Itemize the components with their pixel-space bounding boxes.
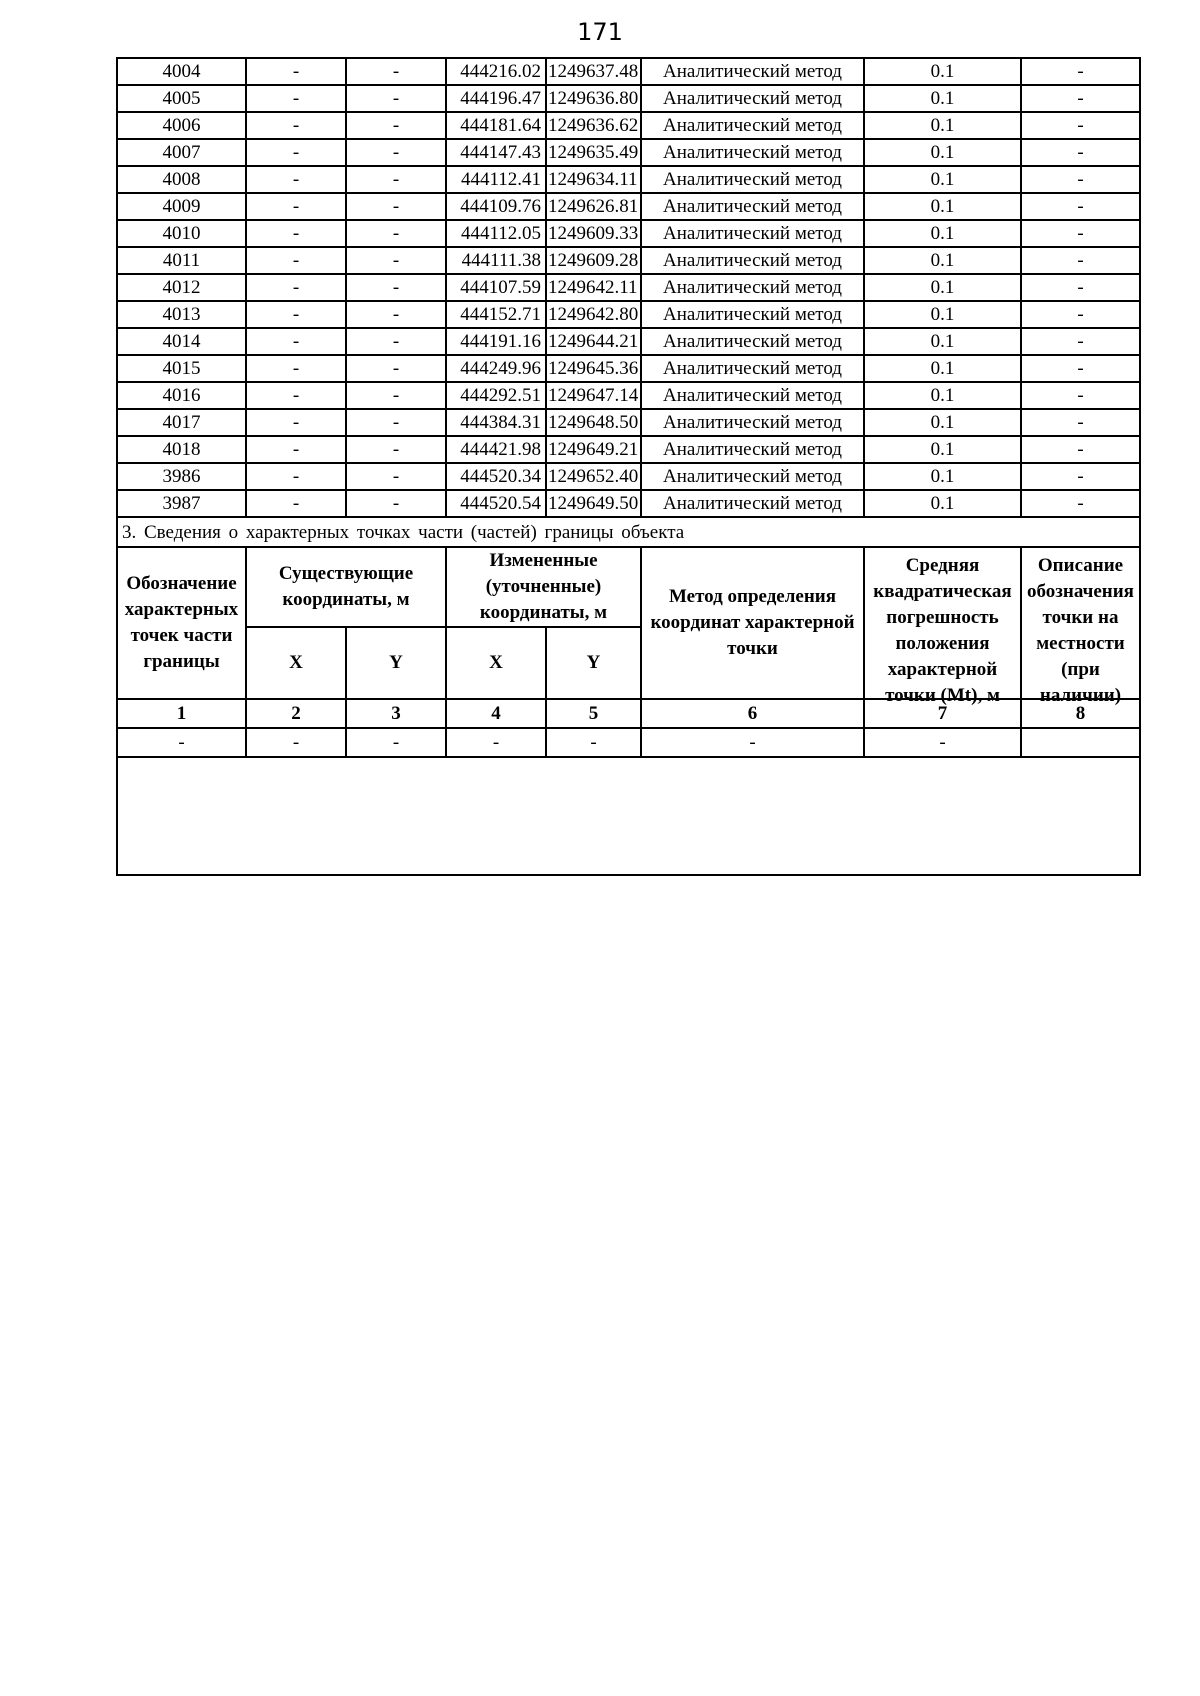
existing-y-cell: - <box>346 85 446 112</box>
empty-cell: - <box>246 728 346 757</box>
changed-y-cell: 1249647.14 <box>546 382 641 409</box>
description-cell: - <box>1021 409 1140 436</box>
column-number: 5 <box>546 699 641 728</box>
description-cell: - <box>1021 112 1140 139</box>
header-mt <box>864 547 1021 706</box>
boundary-points-table <box>116 57 1141 876</box>
mt-cell: 0.1 <box>864 193 1021 220</box>
mt-cell: 0.1 <box>864 139 1021 166</box>
point-cell: 4004 <box>117 58 246 85</box>
existing-y-cell: - <box>346 490 446 517</box>
existing-y-cell: - <box>346 382 446 409</box>
point-cell: 3987 <box>117 490 246 517</box>
column-number: 4 <box>446 699 546 728</box>
table-row <box>117 85 1140 112</box>
existing-y-cell: - <box>346 409 446 436</box>
method-cell: Аналитический метод <box>641 328 864 355</box>
changed-y-cell: 1249649.50 <box>546 490 641 517</box>
changed-x-cell: 444111.38 <box>446 247 546 274</box>
page-number: 171 <box>577 18 623 46</box>
header-method: Метод определения координат характерной точки <box>641 547 864 699</box>
changed-y-cell: 1249649.21 <box>546 436 641 463</box>
description-cell: - <box>1021 166 1140 193</box>
existing-y-cell: - <box>346 193 446 220</box>
empty-cell: - <box>641 728 864 757</box>
existing-x-cell: - <box>246 220 346 247</box>
mt-cell: 0.1 <box>864 274 1021 301</box>
point-cell: 4006 <box>117 112 246 139</box>
point-cell: 4013 <box>117 301 246 328</box>
existing-x-cell: - <box>246 193 346 220</box>
method-cell: Аналитический метод <box>641 355 864 382</box>
empty-cell: - <box>864 728 1021 757</box>
existing-x-cell: - <box>246 382 346 409</box>
header-existing-x: X <box>246 627 346 699</box>
table-row <box>117 193 1140 220</box>
section-3 <box>117 517 1140 875</box>
data-rows <box>117 58 1140 517</box>
existing-y-cell: - <box>346 463 446 490</box>
point-cell: 4007 <box>117 139 246 166</box>
header-changed-coords: Измененные (уточненные) координаты, м <box>446 547 641 627</box>
existing-y-cell: - <box>346 328 446 355</box>
existing-x-cell: - <box>246 247 346 274</box>
changed-x-cell: 444147.43 <box>446 139 546 166</box>
description-cell: - <box>1021 490 1140 517</box>
existing-x-cell: - <box>246 301 346 328</box>
existing-x-cell: - <box>246 112 346 139</box>
existing-x-cell: - <box>246 139 346 166</box>
changed-y-cell: 1249644.21 <box>546 328 641 355</box>
changed-y-cell: 1249637.48 <box>546 58 641 85</box>
existing-y-cell: - <box>346 301 446 328</box>
changed-x-cell: 444191.16 <box>446 328 546 355</box>
existing-y-cell: - <box>346 166 446 193</box>
mt-cell: 0.1 <box>864 85 1021 112</box>
description-cell: - <box>1021 328 1140 355</box>
description-cell: - <box>1021 85 1140 112</box>
column-number: 7 <box>864 699 1021 728</box>
mt-cell: 0.1 <box>864 58 1021 85</box>
table-row <box>117 112 1140 139</box>
existing-x-cell: - <box>246 274 346 301</box>
existing-y-cell: - <box>346 355 446 382</box>
table-row <box>117 490 1140 517</box>
empty-cell: - <box>117 728 246 757</box>
changed-y-cell: 1249626.81 <box>546 193 641 220</box>
existing-x-cell: - <box>246 58 346 85</box>
existing-y-cell: - <box>346 247 446 274</box>
existing-x-cell: - <box>246 409 346 436</box>
changed-x-cell: 444196.47 <box>446 85 546 112</box>
point-cell: 4009 <box>117 193 246 220</box>
footer-blank-box <box>117 757 1140 875</box>
table-row <box>117 409 1140 436</box>
existing-x-cell: - <box>246 463 346 490</box>
changed-y-cell: 1249642.80 <box>546 301 641 328</box>
table-row <box>117 382 1140 409</box>
method-cell: Аналитический метод <box>641 436 864 463</box>
description-cell: - <box>1021 382 1140 409</box>
empty-cell: - <box>346 728 446 757</box>
existing-y-cell: - <box>346 58 446 85</box>
table-row <box>117 436 1140 463</box>
description-cell: - <box>1021 220 1140 247</box>
mt-cell: 0.1 <box>864 355 1021 382</box>
mt-cell: 0.1 <box>864 490 1021 517</box>
changed-y-cell: 1249642.11 <box>546 274 641 301</box>
header-description-text: Описание обозначения точки на местности (при наличии) <box>1027 555 1134 706</box>
mt-cell: 0.1 <box>864 247 1021 274</box>
mt-cell: 0.1 <box>864 436 1021 463</box>
description-cell: - <box>1021 193 1140 220</box>
table-row <box>117 139 1140 166</box>
changed-y-cell: 1249635.49 <box>546 139 641 166</box>
existing-x-cell: - <box>246 328 346 355</box>
existing-x-cell: - <box>246 490 346 517</box>
changed-x-cell: 444520.54 <box>446 490 546 517</box>
mt-cell: 0.1 <box>864 382 1021 409</box>
method-cell: Аналитический метод <box>641 58 864 85</box>
mt-cell: 0.1 <box>864 220 1021 247</box>
description-cell: - <box>1021 247 1140 274</box>
point-cell: 4018 <box>117 436 246 463</box>
table-row <box>117 247 1140 274</box>
method-cell: Аналитический метод <box>641 490 864 517</box>
changed-x-cell: 444292.51 <box>446 382 546 409</box>
method-cell: Аналитический метод <box>641 85 864 112</box>
method-cell: Аналитический метод <box>641 463 864 490</box>
table-row <box>117 58 1140 85</box>
method-cell: Аналитический метод <box>641 382 864 409</box>
header-description <box>1021 547 1140 706</box>
existing-x-cell: - <box>246 166 346 193</box>
existing-y-cell: - <box>346 274 446 301</box>
method-cell: Аналитический метод <box>641 274 864 301</box>
method-cell: Аналитический метод <box>641 409 864 436</box>
existing-x-cell: - <box>246 436 346 463</box>
method-cell: Аналитический метод <box>641 220 864 247</box>
mt-cell: 0.1 <box>864 328 1021 355</box>
point-cell: 4011 <box>117 247 246 274</box>
existing-y-cell: - <box>346 436 446 463</box>
point-cell: 4005 <box>117 85 246 112</box>
changed-y-cell: 1249609.28 <box>546 247 641 274</box>
point-cell: 4008 <box>117 166 246 193</box>
point-cell: 4016 <box>117 382 246 409</box>
description-cell: - <box>1021 301 1140 328</box>
existing-y-cell: - <box>346 112 446 139</box>
table-row <box>117 355 1140 382</box>
existing-y-cell: - <box>346 139 446 166</box>
header-mt-text: Средняя квадратическая погрешность положения характерной точки (Mt), м <box>873 555 1012 706</box>
changed-x-cell: 444384.31 <box>446 409 546 436</box>
empty-cell <box>1021 728 1140 757</box>
description-cell: - <box>1021 58 1140 85</box>
changed-x-cell: 444109.76 <box>446 193 546 220</box>
changed-x-cell: 444112.05 <box>446 220 546 247</box>
changed-x-cell: 444520.34 <box>446 463 546 490</box>
table-row <box>117 220 1140 247</box>
changed-y-cell: 1249634.11 <box>546 166 641 193</box>
header-existing-y: Y <box>346 627 446 699</box>
empty-data-row <box>117 728 1140 757</box>
method-cell: Аналитический метод <box>641 139 864 166</box>
header-existing-coords: Существующие координаты, м <box>246 547 446 627</box>
column-number: 2 <box>246 699 346 728</box>
existing-y-cell: - <box>346 220 446 247</box>
changed-x-cell: 444107.59 <box>446 274 546 301</box>
table-row <box>117 166 1140 193</box>
mt-cell: 0.1 <box>864 409 1021 436</box>
mt-cell: 0.1 <box>864 463 1021 490</box>
changed-x-cell: 444152.71 <box>446 301 546 328</box>
method-cell: Аналитический метод <box>641 166 864 193</box>
table-row <box>117 328 1140 355</box>
changed-x-cell: 444421.98 <box>446 436 546 463</box>
point-cell: 4010 <box>117 220 246 247</box>
description-cell: - <box>1021 463 1140 490</box>
point-cell: 4014 <box>117 328 246 355</box>
column-number: 8 <box>1021 699 1140 728</box>
description-cell: - <box>1021 139 1140 166</box>
changed-y-cell: 1249636.80 <box>546 85 641 112</box>
table-row <box>117 301 1140 328</box>
header-changed-y: Y <box>546 627 641 699</box>
changed-x-cell: 444216.02 <box>446 58 546 85</box>
column-number: 1 <box>117 699 246 728</box>
changed-y-cell: 1249636.62 <box>546 112 641 139</box>
point-cell: 4015 <box>117 355 246 382</box>
existing-x-cell: - <box>246 85 346 112</box>
empty-cell: - <box>546 728 641 757</box>
description-cell: - <box>1021 355 1140 382</box>
method-cell: Аналитический метод <box>641 301 864 328</box>
method-cell: Аналитический метод <box>641 247 864 274</box>
empty-cell: - <box>446 728 546 757</box>
changed-x-cell: 444249.96 <box>446 355 546 382</box>
column-number: 3 <box>346 699 446 728</box>
description-cell: - <box>1021 274 1140 301</box>
changed-y-cell: 1249609.33 <box>546 220 641 247</box>
mt-cell: 0.1 <box>864 166 1021 193</box>
method-cell: Аналитический метод <box>641 112 864 139</box>
existing-x-cell: - <box>246 355 346 382</box>
description-cell: - <box>1021 436 1140 463</box>
method-cell: Аналитический метод <box>641 193 864 220</box>
mt-cell: 0.1 <box>864 112 1021 139</box>
point-cell: 3986 <box>117 463 246 490</box>
point-cell: 4017 <box>117 409 246 436</box>
changed-x-cell: 444181.64 <box>446 112 546 139</box>
changed-y-cell: 1249645.36 <box>546 355 641 382</box>
header-designation: Обозначение характерных точек части границы <box>117 547 246 699</box>
column-number: 6 <box>641 699 864 728</box>
table-row <box>117 463 1140 490</box>
mt-cell: 0.1 <box>864 301 1021 328</box>
point-cell: 4012 <box>117 274 246 301</box>
changed-y-cell: 1249648.50 <box>546 409 641 436</box>
changed-y-cell: 1249652.40 <box>546 463 641 490</box>
header-changed-x: X <box>446 627 546 699</box>
table-row <box>117 274 1140 301</box>
changed-x-cell: 444112.41 <box>446 166 546 193</box>
section-title: 3. Сведения о характерных точках части (частей) границы объекта <box>117 517 1140 547</box>
